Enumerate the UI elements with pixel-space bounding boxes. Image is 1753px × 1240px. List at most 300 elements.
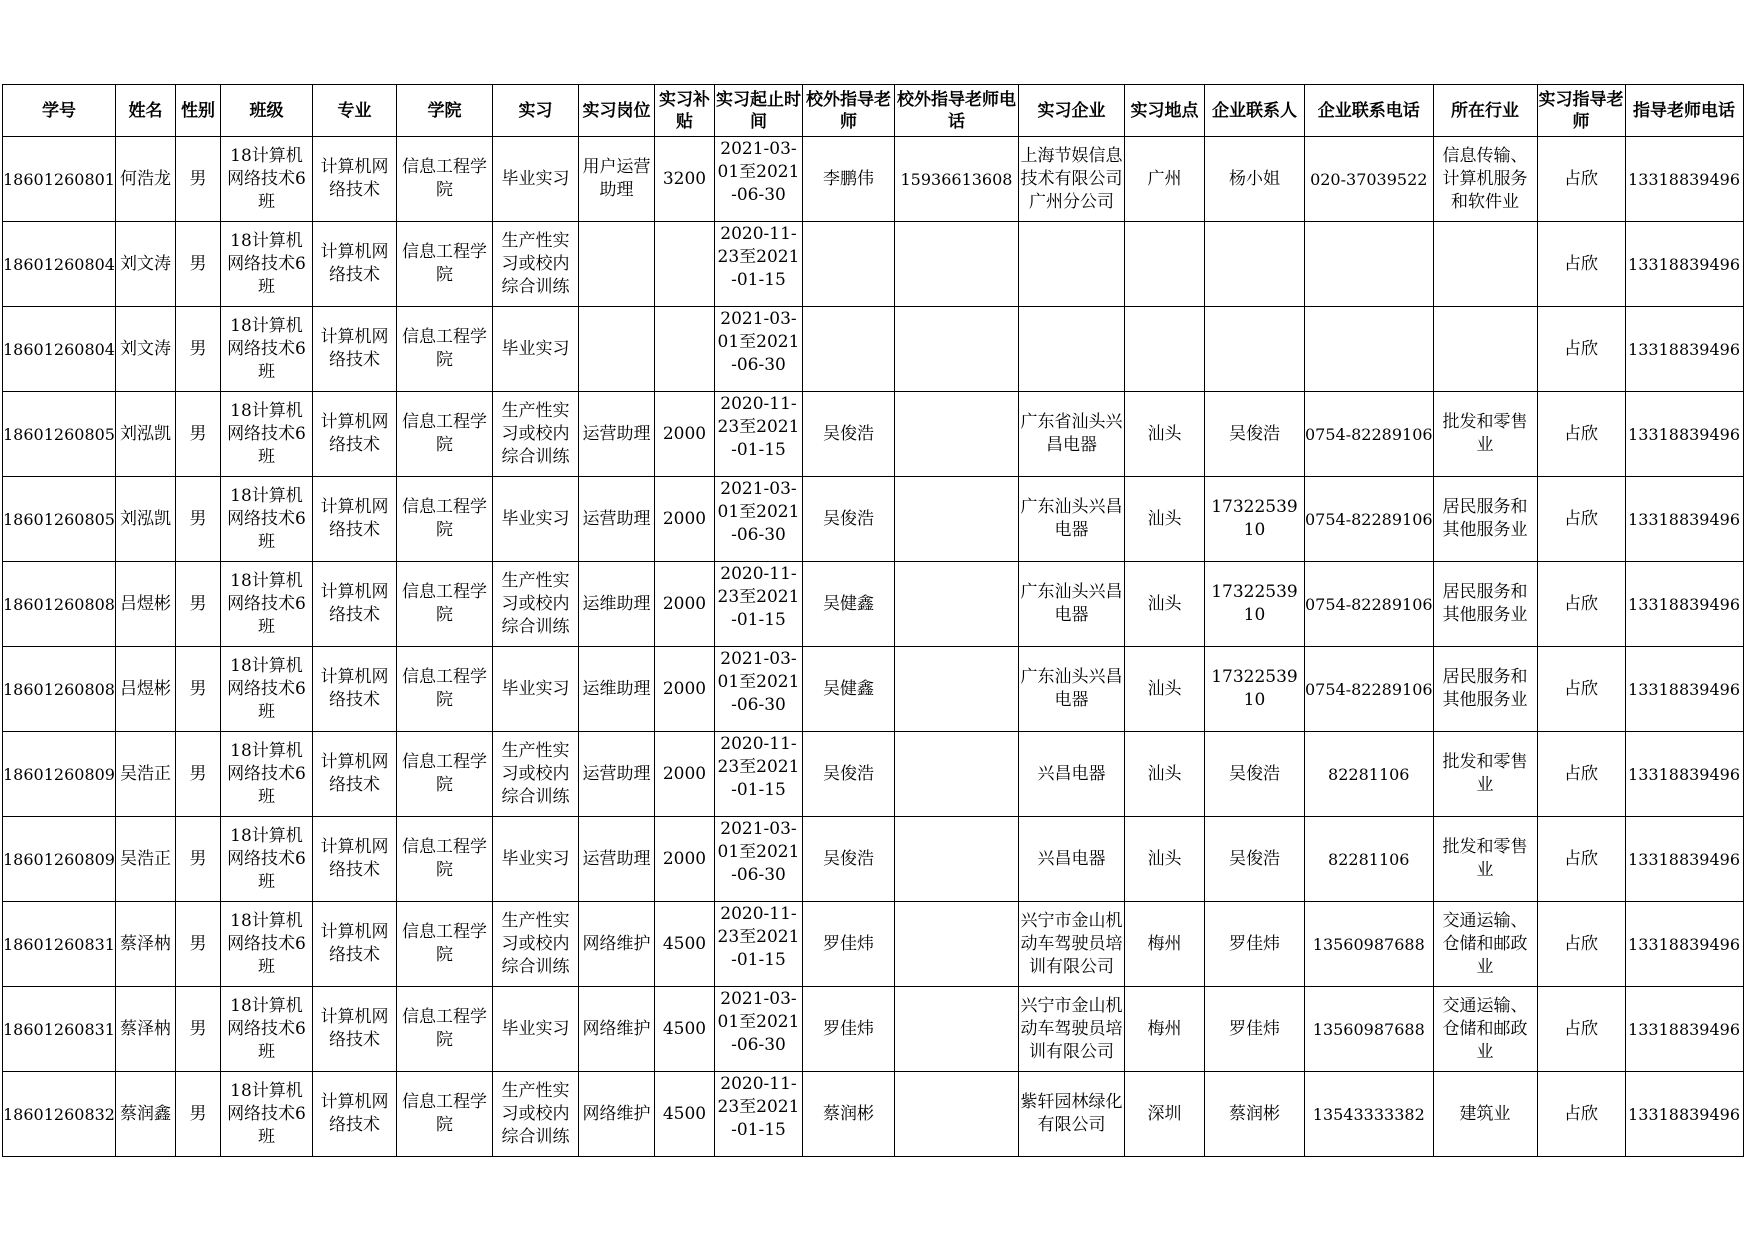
cell-location [1124,902,1204,987]
cell-company-phone [1304,477,1433,562]
cell-student-id [3,392,116,477]
cell-major [312,902,396,987]
cell-text: 运营助理 [582,848,651,869]
cell-major [312,137,396,222]
cell-location [1124,647,1204,732]
cell-company [1018,1072,1124,1157]
cell-subsidy [654,817,714,902]
cell-text: 1732253910 [1211,497,1298,540]
cell-location [1124,817,1204,902]
cell-text: 毕业实习 [501,678,570,699]
cell-location [1124,1072,1204,1157]
cell-major [312,732,396,817]
cell-text: 计算机网络技术 [320,922,389,965]
cell-location [1124,137,1204,222]
cell-internship-supervisor [1537,477,1625,562]
table-row [3,137,1744,222]
cell-text: 刘文涛 [119,338,171,359]
cell-text: 18601260809 [3,849,115,869]
cell-text: 0754-82289106 [1304,594,1433,614]
cell-industry [1433,307,1537,392]
cell-text: 18601260805 [3,509,115,529]
cell-class [220,817,312,902]
cell-text: 兴昌电器 [1037,763,1106,784]
cell-company-contact [1204,307,1304,392]
cell-text: 4500 [662,1103,707,1124]
cell-gender [175,732,220,817]
cell-text: 用户运营助理 [582,157,651,200]
cell-company-contact [1204,222,1304,307]
header-internship-type: 实习 [492,85,578,137]
cell-major [312,392,396,477]
cell-text: 13318839496 [1628,169,1741,189]
cell-industry [1433,562,1537,647]
cell-text: 男 [189,338,207,359]
cell-internship-type [492,392,578,477]
cell-text: 生产性实习或校内综合训练 [501,230,570,297]
cell-major [312,987,396,1072]
cell-text: 杨小姐 [1228,168,1280,189]
cell-text: 居民服务和其他服务业 [1442,582,1528,625]
cell-text: 广州 [1147,168,1182,189]
cell-subsidy [654,477,714,562]
cell-position [578,477,654,562]
cell-company [1018,902,1124,987]
cell-external-supervisor [802,902,894,987]
cell-text: 罗佳炜 [1228,933,1280,954]
cell-student-id [3,987,116,1072]
cell-text: 18601260808 [3,594,115,614]
cell-text: 吴浩正 [119,848,171,869]
cell-text: 18601260831 [3,934,115,954]
cell-student-id [3,222,116,307]
cell-position [578,137,654,222]
cell-text: 占欣 [1564,168,1599,189]
cell-text: 计算机网络技术 [320,327,389,370]
cell-supervisor-phone [1625,1072,1743,1157]
cell-text: 汕头 [1147,423,1182,444]
cell-company [1018,562,1124,647]
cell-text: 毕业实习 [501,1018,570,1039]
cell-gender [175,307,220,392]
cell-student-id [3,477,116,562]
cell-text: 占欣 [1564,933,1599,954]
cell-text: 蔡润彬 [822,1103,874,1124]
cell-text: 2021-03-01至2021-06-30 [717,819,800,885]
cell-text: 13560987688 [1312,934,1425,954]
cell-text: 18601260804 [3,254,115,274]
cell-text: 信息工程学院 [401,582,487,625]
cell-text: 18计算机网络技术6班 [227,995,306,1062]
cell-student-id [3,562,116,647]
cell-text: 广东省汕头兴昌电器 [1020,412,1123,455]
header-external-supervisor: 校外指导老师 [802,85,894,137]
cell-text: 生产性实习或校内综合训练 [501,400,570,467]
cell-text: 占欣 [1564,508,1599,529]
cell-supervisor-phone [1625,562,1743,647]
header-name: 姓名 [115,85,175,137]
cell-text: 上海节娱信息技术有限公司广州分公司 [1020,145,1123,212]
cell-college [396,817,492,902]
cell-supervisor-phone [1625,732,1743,817]
cell-text: 13318839496 [1628,849,1741,869]
cell-text: 2000 [662,848,707,869]
cell-text: 生产性实习或校内综合训练 [501,570,570,637]
cell-period [714,307,802,392]
cell-class [220,392,312,477]
cell-text: 2000 [662,508,707,529]
cell-major [312,647,396,732]
cell-company [1018,392,1124,477]
cell-company-contact [1204,732,1304,817]
cell-text: 2021-03-01至2021-06-30 [717,139,800,205]
cell-name [115,902,175,987]
cell-text: 18计算机网络技术6班 [227,570,306,637]
cell-period [714,392,802,477]
cell-text: 信息工程学院 [401,497,487,540]
cell-external-supervisor [802,137,894,222]
cell-text: 吴俊浩 [822,423,874,444]
cell-text: 吴俊浩 [1228,763,1280,784]
cell-college [396,987,492,1072]
cell-internship-supervisor [1537,137,1625,222]
cell-name [115,222,175,307]
cell-external-supervisor-phone [894,562,1018,647]
cell-industry [1433,732,1537,817]
cell-internship-supervisor [1537,987,1625,1072]
cell-text: 2020-11-23至2021-01-15 [717,394,800,460]
header-college: 学院 [396,85,492,137]
cell-text: 罗佳炜 [1228,1018,1280,1039]
cell-text: 吴俊浩 [822,848,874,869]
cell-subsidy [654,137,714,222]
cell-text: 何浩龙 [119,168,171,189]
cell-text: 男 [189,933,207,954]
cell-internship-supervisor [1537,647,1625,732]
cell-industry [1433,647,1537,732]
cell-text: 男 [189,678,207,699]
cell-text: 兴宁市金山机动车驾驶员培训有限公司 [1020,910,1123,977]
cell-industry [1433,817,1537,902]
cell-company-contact [1204,1072,1304,1157]
cell-text: 毕业实习 [501,338,570,359]
cell-text: 毕业实习 [501,168,570,189]
cell-gender [175,562,220,647]
cell-text: 汕头 [1147,508,1182,529]
cell-industry [1433,392,1537,477]
cell-company-phone [1304,137,1433,222]
cell-location [1124,307,1204,392]
cell-text: 占欣 [1564,848,1599,869]
cell-company-phone [1304,1072,1433,1157]
header-company: 实习企业 [1018,85,1124,137]
cell-supervisor-phone [1625,647,1743,732]
cell-major [312,477,396,562]
cell-company-contact [1204,902,1304,987]
cell-period [714,987,802,1072]
cell-text: 运营助理 [582,508,651,529]
cell-text: 生产性实习或校内综合训练 [501,910,570,977]
header-industry: 所在行业 [1433,85,1537,137]
cell-text: 4500 [662,1018,707,1039]
cell-text: 批发和零售业 [1442,412,1528,455]
header-subsidy: 实习补贴 [654,85,714,137]
cell-text: 18601260801 [3,169,115,189]
cell-internship-type [492,1072,578,1157]
cell-subsidy [654,1072,714,1157]
header-company-phone: 企业联系电话 [1304,85,1433,137]
cell-position [578,392,654,477]
cell-text: 15936613608 [900,169,1013,189]
cell-external-supervisor [802,647,894,732]
cell-name [115,817,175,902]
cell-subsidy [654,392,714,477]
cell-text: 4500 [662,933,707,954]
cell-gender [175,477,220,562]
cell-text: 13318839496 [1628,679,1741,699]
cell-position [578,732,654,817]
cell-internship-type [492,137,578,222]
header-row [3,85,1744,137]
cell-text: 2021-03-01至2021-06-30 [717,309,800,375]
cell-industry [1433,1072,1537,1157]
cell-company-phone [1304,902,1433,987]
internship-table [2,84,1744,1157]
cell-text: 男 [189,253,207,274]
cell-text: 2000 [662,423,707,444]
cell-text: 3200 [662,168,707,189]
cell-text: 男 [189,763,207,784]
cell-industry [1433,902,1537,987]
cell-text: 广东汕头兴昌电器 [1020,582,1123,625]
cell-text: 罗佳炜 [822,1018,874,1039]
cell-college [396,307,492,392]
cell-company-phone [1304,562,1433,647]
cell-external-supervisor [802,392,894,477]
cell-text: 18601260831 [3,1019,115,1039]
cell-text: 交通运输、仓储和邮政业 [1442,995,1528,1062]
cell-student-id [3,732,116,817]
header-gender: 性别 [175,85,220,137]
table-row [3,732,1744,817]
cell-company [1018,732,1124,817]
cell-text: 计算机网络技术 [320,242,389,285]
cell-text: 13318839496 [1628,934,1741,954]
cell-text: 信息工程学院 [401,412,487,455]
cell-text: 82281106 [1328,764,1410,784]
cell-internship-type [492,222,578,307]
cell-class [220,1072,312,1157]
cell-company-phone [1304,732,1433,817]
cell-period [714,222,802,307]
cell-name [115,562,175,647]
cell-college [396,732,492,817]
cell-text: 毕业实习 [501,508,570,529]
cell-text: 刘泓凯 [119,508,171,529]
cell-subsidy [654,732,714,817]
cell-college [396,562,492,647]
cell-external-supervisor [802,562,894,647]
table-row [3,307,1744,392]
cell-text: 吴浩正 [119,763,171,784]
cell-company-phone [1304,987,1433,1072]
cell-text: 信息工程学院 [401,667,487,710]
cell-text: 男 [189,848,207,869]
cell-text: 信息工程学院 [401,1092,487,1135]
cell-text: 吴健鑫 [822,593,874,614]
cell-text: 2021-03-01至2021-06-30 [717,989,800,1055]
cell-period [714,477,802,562]
cell-class [220,477,312,562]
cell-internship-type [492,902,578,987]
cell-text: 13560987688 [1312,1019,1425,1039]
cell-class [220,987,312,1072]
cell-student-id [3,817,116,902]
cell-supervisor-phone [1625,307,1743,392]
cell-supervisor-phone [1625,987,1743,1072]
cell-text: 0754-82289106 [1304,679,1433,699]
cell-position [578,987,654,1072]
cell-industry [1433,137,1537,222]
cell-text: 13318839496 [1628,509,1741,529]
cell-position [578,902,654,987]
cell-position [578,307,654,392]
cell-internship-supervisor [1537,902,1625,987]
cell-major [312,222,396,307]
cell-location [1124,732,1204,817]
cell-supervisor-phone [1625,222,1743,307]
table-row [3,392,1744,477]
cell-text: 汕头 [1147,763,1182,784]
cell-text: 生产性实习或校内综合训练 [501,1080,570,1147]
cell-class [220,307,312,392]
cell-text: 居民服务和其他服务业 [1442,667,1528,710]
table-row [3,987,1744,1072]
cell-period [714,647,802,732]
cell-class [220,732,312,817]
cell-internship-type [492,732,578,817]
cell-text: 刘文涛 [119,253,171,274]
cell-major [312,307,396,392]
cell-company [1018,222,1124,307]
cell-name [115,732,175,817]
cell-company-phone [1304,307,1433,392]
cell-internship-type [492,987,578,1072]
cell-text: 0754-82289106 [1304,424,1433,444]
cell-company-phone [1304,817,1433,902]
cell-internship-supervisor [1537,817,1625,902]
header-period: 实习起止时间 [714,85,802,137]
cell-external-supervisor [802,222,894,307]
cell-text: 占欣 [1564,338,1599,359]
cell-internship-type [492,817,578,902]
cell-text: 兴宁市金山机动车驾驶员培训有限公司 [1020,995,1123,1062]
cell-text: 2020-11-23至2021-01-15 [717,734,800,800]
cell-text: 吕煜彬 [119,678,171,699]
table-body [3,137,1744,1157]
cell-company-contact [1204,647,1304,732]
cell-text: 18计算机网络技术6班 [227,910,306,977]
cell-class [220,222,312,307]
cell-company-phone [1304,222,1433,307]
cell-gender [175,817,220,902]
cell-text: 计算机网络技术 [320,412,389,455]
cell-text: 网络维护 [582,933,651,954]
cell-company-phone [1304,392,1433,477]
cell-text: 李鹏伟 [822,168,874,189]
cell-text: 82281106 [1328,849,1410,869]
cell-text: 占欣 [1564,1103,1599,1124]
cell-text: 男 [189,508,207,529]
cell-supervisor-phone [1625,902,1743,987]
cell-college [396,647,492,732]
header-position: 实习岗位 [578,85,654,137]
cell-text: 1732253910 [1211,582,1298,625]
cell-external-supervisor [802,307,894,392]
cell-text: 13543333382 [1312,1104,1425,1124]
cell-text: 13318839496 [1628,339,1741,359]
cell-text: 运营助理 [582,763,651,784]
cell-student-id [3,647,116,732]
header-internship-supervisor: 实习指导老师 [1537,85,1625,137]
cell-gender [175,1072,220,1157]
cell-text: 罗佳炜 [822,933,874,954]
cell-text: 13318839496 [1628,1019,1741,1039]
cell-text: 2020-11-23至2021-01-15 [717,564,800,630]
table-row [3,902,1744,987]
cell-text: 吴俊浩 [822,763,874,784]
cell-location [1124,392,1204,477]
cell-subsidy [654,562,714,647]
cell-internship-supervisor [1537,1072,1625,1157]
cell-internship-supervisor [1537,392,1625,477]
cell-company [1018,987,1124,1072]
cell-text: 占欣 [1564,678,1599,699]
table-row [3,1072,1744,1157]
header-location: 实习地点 [1124,85,1204,137]
cell-text: 2000 [662,763,707,784]
cell-name [115,1072,175,1157]
cell-external-supervisor [802,477,894,562]
cell-external-supervisor-phone [894,307,1018,392]
cell-student-id [3,902,116,987]
cell-text: 男 [189,168,207,189]
cell-external-supervisor-phone [894,987,1018,1072]
cell-supervisor-phone [1625,392,1743,477]
cell-text: 1732253910 [1211,667,1298,710]
cell-text: 吴俊浩 [1228,423,1280,444]
cell-gender [175,222,220,307]
cell-position [578,562,654,647]
cell-company-contact [1204,477,1304,562]
cell-subsidy [654,307,714,392]
cell-industry [1433,477,1537,562]
cell-text: 汕头 [1147,593,1182,614]
cell-text: 网络维护 [582,1018,651,1039]
cell-name [115,307,175,392]
cell-internship-supervisor [1537,562,1625,647]
cell-text: 18601260808 [3,679,115,699]
cell-company [1018,307,1124,392]
cell-text: 020-37039522 [1310,169,1428,189]
header-class: 班级 [220,85,312,137]
cell-external-supervisor-phone [894,222,1018,307]
cell-text: 占欣 [1564,423,1599,444]
cell-text: 2020-11-23至2021-01-15 [717,224,800,290]
cell-text: 18计算机网络技术6班 [227,655,306,722]
cell-external-supervisor [802,732,894,817]
cell-text: 计算机网络技术 [320,157,389,200]
